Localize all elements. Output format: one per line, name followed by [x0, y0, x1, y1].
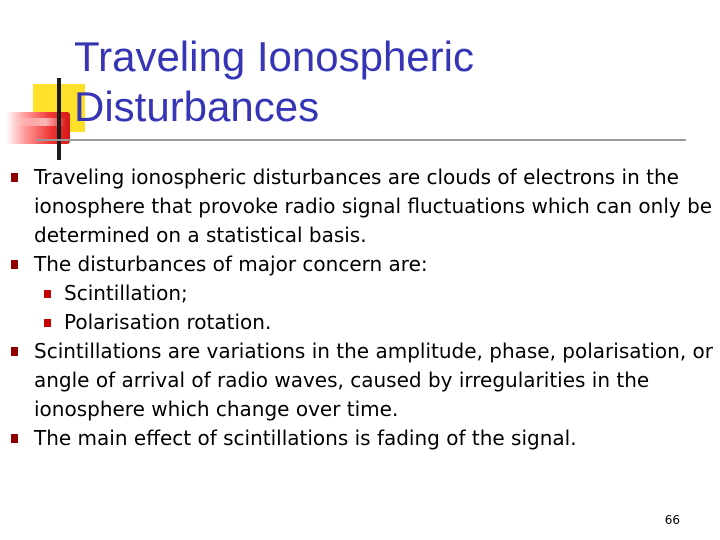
logo-vertical-line — [57, 78, 61, 160]
square-bullet-icon — [44, 290, 51, 298]
bullet-text: The disturbances of major concern are: — [34, 252, 428, 276]
slide-title — [74, 32, 694, 132]
sub-bullet-item — [64, 279, 720, 308]
bullet-item — [34, 424, 714, 453]
sub-bullet-text: Polarisation rotation. — [64, 310, 272, 334]
bullet-item — [34, 250, 714, 279]
square-bullet-icon — [11, 434, 18, 443]
square-bullet-icon — [11, 260, 18, 269]
page-number: 66 — [664, 513, 680, 527]
slide-title-line-1: Traveling Ionospheric — [74, 33, 474, 80]
bullet-list — [0, 163, 720, 453]
square-bullet-icon — [44, 319, 51, 327]
bullet-text: Traveling ionospheric disturbances are clouds of electrons in the ionosphere that provoke radio signal fluctuations which can only be determined on a statistical basis. — [34, 165, 713, 247]
square-bullet-icon — [11, 347, 18, 356]
square-bullet-icon — [11, 173, 18, 182]
bullet-item — [34, 337, 714, 424]
slide-title-line-2: Disturbances — [74, 83, 320, 130]
title-underline — [36, 139, 686, 141]
sub-bullet-text: Scintillation; — [64, 281, 188, 305]
bullet-item — [34, 163, 714, 250]
bullet-text: The main effect of scintillations is fading of the signal. — [34, 426, 577, 450]
sub-bullet-item — [64, 308, 720, 337]
bullet-text: Scintillations are variations in the amplitude, phase, polarisation, or angle of arrival of radio waves, caused by irregularities in the ionosphere which change over time. — [34, 339, 713, 421]
